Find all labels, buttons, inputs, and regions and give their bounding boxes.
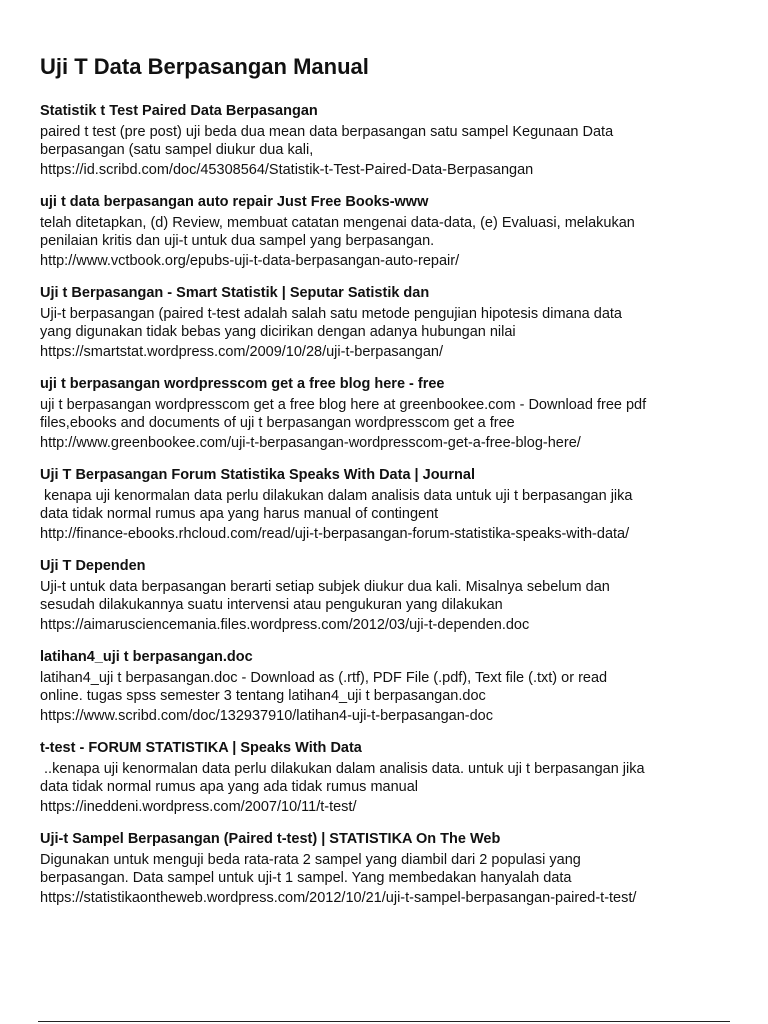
snippet-line: online. tugas spss semester 3 tentang latihan4_uji t berpasangan.doc	[40, 688, 486, 704]
result-item	[40, 102, 730, 179]
result-snippet	[40, 487, 730, 523]
result-title: Statistik t Test Paired Data Berpasangan	[40, 103, 318, 119]
result-snippet	[40, 578, 730, 614]
result-url-link[interactable]: https://www.scribd.com/doc/132937910/latihan4-uji-t-berpasangan-doc	[40, 708, 493, 724]
snippet-line: telah ditetapkan, (d) Review, membuat catatan mengenai data-data, (e) Evaluasi, melakukan	[40, 215, 635, 231]
result-snippet	[40, 669, 730, 705]
result-item	[40, 284, 730, 361]
result-url-link[interactable]: http://finance-ebooks.rhcloud.com/read/uji-t-berpasangan-forum-statistika-speaks-with-data/	[40, 526, 630, 542]
snippet-line: Uji-t untuk data berpasangan berarti setiap subjek diukur dua kali. Misalnya sebelum dan	[40, 579, 610, 595]
snippet-line: kenapa uji kenormalan data perlu dilakukan dalam analisis data untuk uji t berpasangan jika	[40, 488, 633, 504]
result-snippet	[40, 851, 730, 887]
result-item	[40, 557, 730, 634]
document-title: Uji T Data Berpasangan Manual	[40, 54, 369, 79]
result-item	[40, 466, 730, 543]
result-item	[40, 739, 730, 816]
results-list	[40, 102, 730, 921]
snippet-line: ..kenapa uji kenormalan data perlu dilakukan dalam analisis data. untuk uji t berpasangan jika	[40, 761, 645, 777]
result-url-link[interactable]: http://www.greenbookee.com/uji-t-berpasangan-wordpresscom-get-a-free-blog-here/	[40, 435, 581, 451]
snippet-line: sesudah dilakukannya suatu intervensi atau pengukuran yang dilakukan	[40, 597, 503, 613]
result-item	[40, 648, 730, 725]
result-title: Uji T Berpasangan Forum Statistika Speaks With Data | Journal	[40, 467, 475, 483]
result-snippet	[40, 396, 730, 432]
snippet-line: uji t berpasangan wordpresscom get a free blog here at greenbookee.com - Download free pdf	[40, 397, 647, 413]
snippet-line: yang digunakan tidak bebas yang dicirikan dengan adanya hubungan nilai	[40, 324, 516, 340]
snippet-line: paired t test (pre post) uji beda dua mean data berpasangan satu sampel Kegunaan Data	[40, 124, 614, 140]
result-snippet	[40, 760, 730, 796]
result-url-link[interactable]: https://ineddeni.wordpress.com/2007/10/11/t-test/	[40, 799, 357, 815]
result-snippet	[40, 214, 730, 250]
result-title: latihan4_uji t berpasangan.doc	[40, 649, 253, 665]
result-url-link[interactable]: https://aimarusciencemania.files.wordpress.com/2012/03/uji-t-dependen.doc	[40, 617, 530, 633]
snippet-line: data tidak normal rumus apa yang ada tidak rumus manual	[40, 779, 419, 795]
snippet-line: berpasangan (satu sampel diukur dua kali,	[40, 142, 314, 158]
result-title: uji t berpasangan wordpresscom get a free blog here - free	[40, 376, 445, 392]
snippet-line: penilaian kritis dan uji-t untuk dua sampel yang berpasangan.	[40, 233, 435, 249]
result-item	[40, 375, 730, 452]
snippet-line: data tidak normal rumus apa yang harus manual of contingent	[40, 506, 439, 522]
result-item	[40, 830, 730, 907]
result-url-link[interactable]: https://statistikaontheweb.wordpress.com/2012/10/21/uji-t-sampel-berpasangan-paired-t-test/	[40, 890, 637, 906]
result-item	[40, 193, 730, 270]
result-url-link[interactable]: https://id.scribd.com/doc/45308564/Statistik-t-Test-Paired-Data-Berpasangan	[40, 162, 534, 178]
result-url-link[interactable]: http://www.vctbook.org/epubs-uji-t-data-berpasangan-auto-repair/	[40, 253, 460, 269]
result-title: Uji T Dependen	[40, 558, 146, 574]
snippet-line: berpasangan. Data sampel untuk uji-t 1 sampel. Yang membedakan hanyalah data	[40, 870, 572, 886]
snippet-line: files,ebooks and documents of uji t berpasangan wordpresscom get a free	[40, 415, 515, 431]
result-title: Uji-t Sampel Berpasangan (Paired t-test) | STATISTIKA On The Web	[40, 831, 501, 847]
result-title: uji t data berpasangan auto repair Just Free Books-www	[40, 194, 429, 210]
result-snippet	[40, 123, 730, 159]
snippet-line: latihan4_uji t berpasangan.doc - Download as (.rtf), PDF File (.pdf), Text file (.txt) or read	[40, 670, 608, 686]
result-title: t-test - FORUM STATISTIKA | Speaks With Data	[40, 740, 362, 756]
snippet-line: Uji-t berpasangan (paired t-test adalah salah satu metode pengujian hipotesis dimana data	[40, 306, 622, 322]
result-title: Uji t Berpasangan - Smart Statistik | Seputar Satistik dan	[40, 285, 430, 301]
result-snippet	[40, 305, 730, 341]
result-url-link[interactable]: https://smartstat.wordpress.com/2009/10/28/uji-t-berpasangan/	[40, 344, 443, 360]
footer-divider	[38, 1021, 730, 1022]
snippet-line: Digunakan untuk menguji beda rata-rata 2 sampel yang diambil dari 2 populasi yang	[40, 852, 581, 868]
